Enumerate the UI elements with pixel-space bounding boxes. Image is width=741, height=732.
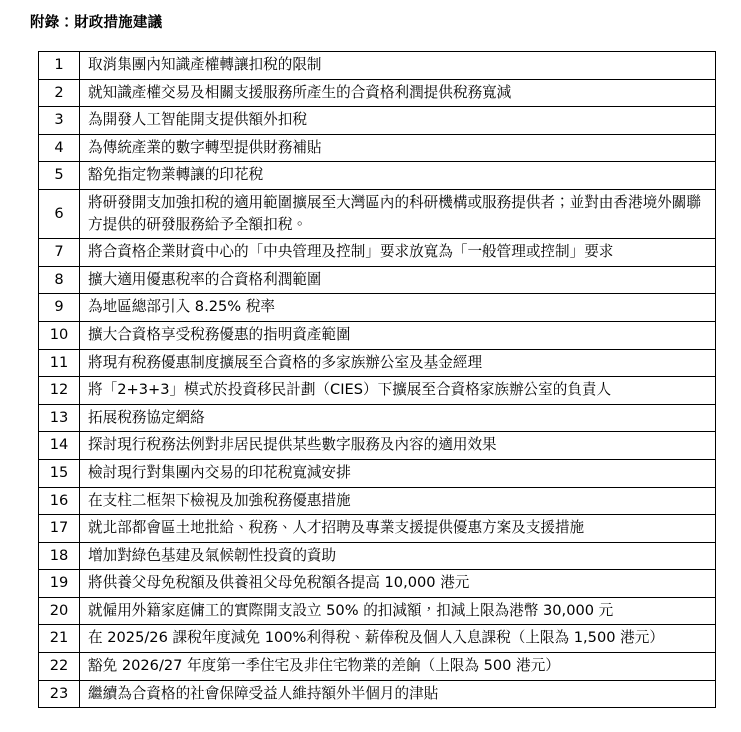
measure-text-cell: 為開發人工智能開支提供額外扣稅 xyxy=(80,107,716,135)
row-number-cell: 20 xyxy=(39,597,80,625)
row-number-cell: 11 xyxy=(39,349,80,377)
measure-text-cell: 在 2025/26 課稅年度減免 100%利得稅、薪俸稅及個人入息課稅（上限為 1,500 港元） xyxy=(80,625,716,653)
table-row xyxy=(39,52,716,80)
measure-text-cell: 將供養父母免稅額及供養祖父母免稅額各提高 10,000 港元 xyxy=(80,570,716,598)
row-number-cell: 21 xyxy=(39,625,80,653)
table-row xyxy=(39,597,716,625)
table-row xyxy=(39,239,716,267)
row-number-cell: 7 xyxy=(39,239,80,267)
row-number-cell: 1 xyxy=(39,52,80,80)
table-row xyxy=(39,189,716,238)
measure-text-cell: 探討現行稅務法例對非居民提供某些數字服務及內容的適用效果 xyxy=(80,432,716,460)
measure-text-cell: 在支柱二框架下檢視及加強稅務優惠措施 xyxy=(80,487,716,515)
row-number-cell: 10 xyxy=(39,321,80,349)
table-row xyxy=(39,515,716,543)
table-row xyxy=(39,542,716,570)
table-row xyxy=(39,134,716,162)
measure-text-cell: 擴大適用優惠稅率的合資格利潤範圍 xyxy=(80,266,716,294)
table-row xyxy=(39,459,716,487)
table-row xyxy=(39,487,716,515)
measure-text-cell: 為地區總部引入 8.25% 稅率 xyxy=(80,294,716,322)
row-number-cell: 14 xyxy=(39,432,80,460)
table-row xyxy=(39,625,716,653)
row-number-cell: 16 xyxy=(39,487,80,515)
table-row xyxy=(39,321,716,349)
measure-text-cell: 拓展稅務協定網絡 xyxy=(80,404,716,432)
row-number-cell: 19 xyxy=(39,570,80,598)
table-row xyxy=(39,107,716,135)
measure-text-cell: 豁免 2026/27 年度第一季住宅及非住宅物業的差餉（上限為 500 港元） xyxy=(80,653,716,681)
page-title: 附錄：財政措施建議 xyxy=(30,15,163,31)
table-row xyxy=(39,266,716,294)
measure-text-cell: 豁免指定物業轉讓的印花稅 xyxy=(80,162,716,190)
table-row xyxy=(39,680,716,708)
measure-text-cell: 將現有稅務優惠制度擴展至合資格的多家族辦公室及基金經理 xyxy=(80,349,716,377)
row-number-cell: 22 xyxy=(39,653,80,681)
table-row xyxy=(39,349,716,377)
fiscal-measures-table xyxy=(38,51,716,708)
measure-text-cell: 就知識產權交易及相關支援服務所產生的合資格利潤提供稅務寬減 xyxy=(80,79,716,107)
table-body xyxy=(39,52,716,708)
measure-text-cell: 檢討現行對集團內交易的印花稅寬減安排 xyxy=(80,459,716,487)
row-number-cell: 23 xyxy=(39,680,80,708)
measure-text-cell: 為傳統產業的數字轉型提供財務補貼 xyxy=(80,134,716,162)
table-row xyxy=(39,377,716,405)
row-number-cell: 8 xyxy=(39,266,80,294)
row-number-cell: 9 xyxy=(39,294,80,322)
row-number-cell: 17 xyxy=(39,515,80,543)
measure-text-cell: 繼續為合資格的社會保障受益人維持額外半個月的津貼 xyxy=(80,680,716,708)
measure-text-cell: 就僱用外籍家庭傭工的實際開支設立 50% 的扣減額，扣減上限為港幣 30,000 元 xyxy=(80,597,716,625)
table-row xyxy=(39,432,716,460)
row-number-cell: 4 xyxy=(39,134,80,162)
row-number-cell: 6 xyxy=(39,189,80,238)
measure-text-cell: 取消集團內知識產權轉讓扣稅的限制 xyxy=(80,52,716,80)
row-number-cell: 13 xyxy=(39,404,80,432)
row-number-cell: 3 xyxy=(39,107,80,135)
table-row xyxy=(39,162,716,190)
measure-text-cell: 就北部都會區土地批給、稅務、人才招聘及專業支援提供優惠方案及支援措施 xyxy=(80,515,716,543)
table-row xyxy=(39,294,716,322)
measure-text-cell: 將研發開支加強扣稅的適用範圍擴展至大灣區內的科研機構或服務提供者；並對由香港境外關聯方提供的研發服務給予全額扣稅。 xyxy=(80,189,716,238)
row-number-cell: 18 xyxy=(39,542,80,570)
row-number-cell: 12 xyxy=(39,377,80,405)
table-row xyxy=(39,404,716,432)
table-row xyxy=(39,653,716,681)
row-number-cell: 15 xyxy=(39,459,80,487)
measure-text-cell: 增加對綠色基建及氣候韌性投資的資助 xyxy=(80,542,716,570)
table-row xyxy=(39,570,716,598)
measure-text-cell: 將合資格企業財資中心的「中央管理及控制」要求放寬為「一般管理或控制」要求 xyxy=(80,239,716,267)
table-row xyxy=(39,79,716,107)
measure-text-cell: 將「2+3+3」模式於投資移民計劃（CIES）下擴展至合資格家族辦公室的負責人 xyxy=(80,377,716,405)
row-number-cell: 2 xyxy=(39,79,80,107)
row-number-cell: 5 xyxy=(39,162,80,190)
measure-text-cell: 擴大合資格享受稅務優惠的指明資產範圍 xyxy=(80,321,716,349)
